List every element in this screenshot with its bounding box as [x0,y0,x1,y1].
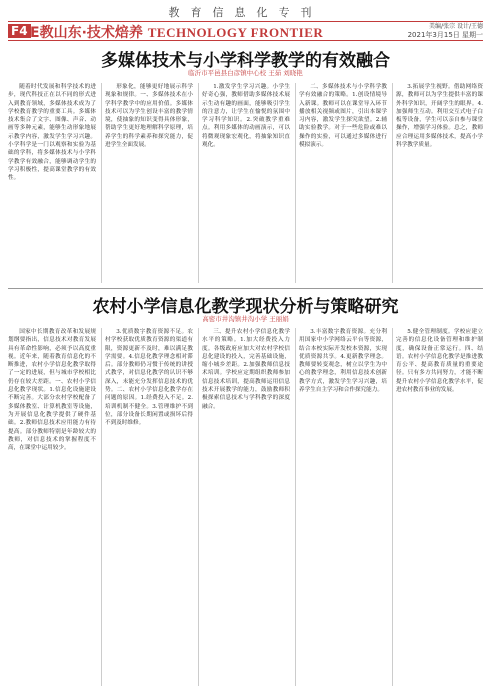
article1-col-5 [396,83,483,283]
article2-paragraph: 5.健全管理制度。学校应建立完善的信息化设备管理和维护制度，确保设备正常运行。四、结语。农村小学信息化教学是推进教育公平、提高教育质量的重要途径。只有多方共同努力，才能不断提升农村小学信息化教学水平，促进农村教育事业的发展。 [396,329,483,394]
article1-col-3 [202,83,290,283]
article1-paragraph: 形象化，能够更好地展示科学现象和规律。一、多媒体技术在小学科学教学中的应用价值。多媒体技术可以为学生创设丰富的教学情境，使抽象的知识变得具体形象，帮助学生更好地理解科学原理，培养学生的科学素养和探究能力，促进学生全面发展。 [105,84,193,149]
column-divider [295,328,296,686]
article2-col-5 [396,328,483,686]
article2-paragraph: 3.优质数字教育资源不足。农村学校获取优质教育资源的渠道有限，资源更新不及时，难以满足教学需要。4.信息化教学理念相对滞后。部分教师仍习惯于传统的讲授式教学，对信息化教学的认识不够深入，未能充分发挥信息技术的优势。二、农村小学信息化教学存在问题的原因。1.经费投入不足。2.培训机制不健全。3.管理维护不到位，部分设备长期闲置或损坏后得不到及时维修。 [105,329,193,427]
column-divider [198,328,199,686]
issue-date: 2021年3月15日 星期一 [407,31,483,39]
column-divider [101,83,102,283]
masthead-slogan: 教育信息化专刊 [168,6,323,19]
editors: 美编/张宗 设计/王德 [429,23,483,30]
article1-author: 临沂市平邑县白彦镇中心校 王茹 刘晓艳 [188,69,303,77]
article2-paragraph: 3.丰富数字教育资源。充分利用国家中小学网络云平台等资源，结合本校实际开发校本资源，实现优质资源共享。4.更新教学理念。教师要转变观念，树立以学生为中心的教学理念，利用信息技术创新教学方式，激发学生学习兴趣，培养学生自主学习和合作探究能力。 [299,329,387,394]
column-divider [295,83,296,283]
article-divider [8,288,483,289]
article2-col-3 [202,328,290,686]
column-divider [198,83,199,283]
header-rule [8,40,483,41]
article2-col-2 [105,328,193,686]
article1-col-1 [8,83,96,283]
section-title-en: TECHNOLOGY FRONTIER [147,25,324,40]
section-title [30,22,323,42]
article2-paragraph: 国家中长期教育改革和发展规划纲要指出，信息技术对教育发展具有革命性影响，必须予以高度重视。近年来，随着教育信息化的不断推进，农村小学信息化教学取得了一定的进展，但与城市学校相比仍存在较大差距。一、农村小学信息化教学现状。1.信息化设施建设不断完善。大部分农村学校配备了多媒体教室、计算机教室等设施，为开展信息化教学提供了硬件基础。2.教师信息技术应用能力有待提高。部分教师特别是年龄较大的教师，对信息技术的掌握程度不高，在课堂中运用较少。 [8,329,96,452]
page-badge: F4 [8,24,31,38]
column-divider [392,83,393,283]
article2-title: 农村小学信息化教学现状分析与策略研究 [92,297,399,317]
article2-body [8,328,483,686]
article2-col-4 [299,328,387,686]
article1-paragraph: 二、多媒体技术与小学科学教学有效融合的策略。1.创设情境导入新课。教师可以在课堂导入环节播放相关视频或图片，引出本课学习内容，激发学生探究欲望。2.辅助实验教学。对于一些危险或难以操作的实验，可以通过多媒体进行模拟演示。 [299,84,387,149]
article2-paragraph: 三、提升农村小学信息化教学水平的策略。1.加大经费投入力度。各级政府应加大对农村学校信息化建设的投入，完善基础设施，缩小城乡差距。2.加强教师信息技术培训。学校应定期组织教师参加信息技术培训，提高教师运用信息技术开展教学的能力，鼓励教师积极探索信息技术与学科教学的深度融合。 [202,329,290,410]
article1-body [8,83,483,283]
column-divider [101,328,102,686]
article1-title: 多媒体技术与小学科学教学的有效融合 [101,51,390,71]
column-divider [392,328,393,686]
article1-paragraph: 3.拓展学生视野。借助网络资源，教师可以为学生提供丰富的课外科学知识，开阔学生的眼界。4.加强师生互动。利用交互式电子白板等设备，学生可以亲自参与课堂操作，增强学习体验。总之，教师应合理运用多媒体技术，提高小学科学教学质量。 [396,84,483,149]
article1-col-4 [299,83,387,283]
article1-paragraph: 1.激发学生学习兴趣。小学生好奇心强，教师借助多媒体技术展示生动有趣的画面，能够吸引学生的注意力，让学生在愉悦的氛围中学习科学知识。2.突破教学重难点。利用多媒体的动画演示，可以将微观现象宏观化，将抽象知识直观化。 [202,84,290,149]
article2-author: 高密市井沟镇井沟小学 王丽娟 [202,315,289,323]
article1-col-2 [105,83,193,283]
article2-col-1 [8,328,96,686]
article1-paragraph: 随着时代发展和科学技术的进步，现代科技正在以不同的形式进入到教育领域，多媒体技术成为了学校教育教学的重要工具。多媒体技术集合了文字、图像、声音、动画等多种元素，能够生动形象地展示教学内容，激发学生学习兴趣。小学科学是一门以观察和实验为基础的学科，将多媒体技术与小学科学教学有效融合，能够调动学生的学习积极性，提高课堂教学的有效性。 [8,84,96,182]
page-meta [408,23,483,39]
section-title-cn: E教山东·技术焙养 [30,25,143,41]
